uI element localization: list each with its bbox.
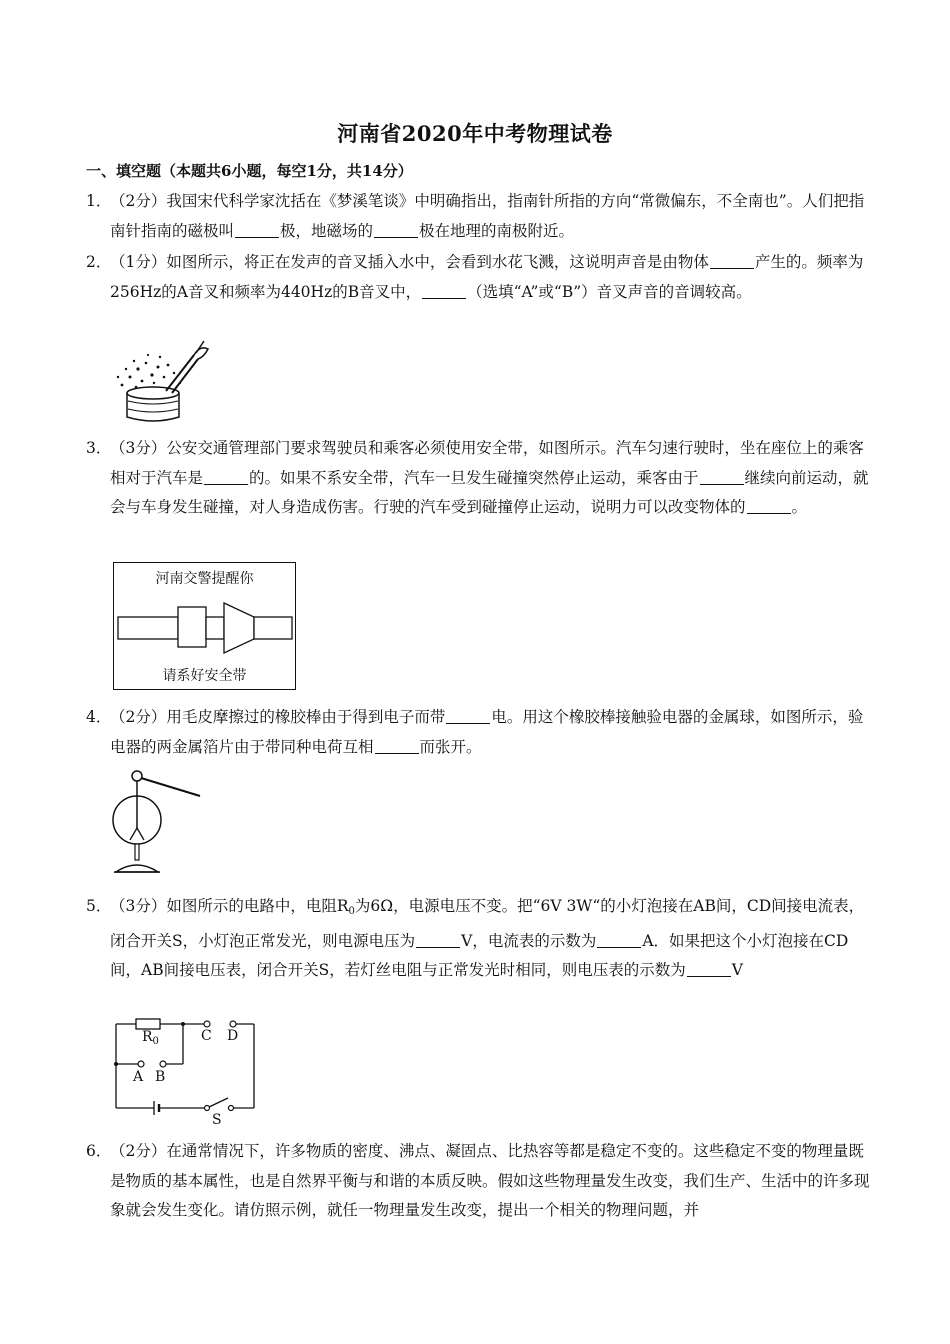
circuit-figure (108, 1012, 268, 1132)
answer-blank[interactable] (687, 960, 731, 977)
terminal-d-label: D (227, 1028, 239, 1044)
question-number: 5． (86, 897, 112, 915)
sign-bottom-text: 请系好安全带 (162, 668, 247, 684)
sign-top-text: 河南交警提醒你 (155, 571, 254, 587)
tuning-fork-water-figure (108, 337, 218, 427)
question-5 (86, 892, 878, 986)
answer-blank[interactable] (710, 252, 754, 269)
buckle-icon (114, 601, 294, 657)
electroscope-figure (108, 768, 208, 880)
answer-blank[interactable] (422, 282, 466, 299)
question-number: 2． (86, 253, 112, 271)
question-4 (86, 703, 878, 762)
question-number: 4． (86, 708, 112, 726)
question-text: （2分）用毛皮摩擦过的橡胶棒由于得到电子而带 电。用这个橡胶棒接触验电器的金属球，如图所示，验电器的两金属箔片由于带同种电荷互相 而张开。 (110, 708, 864, 756)
terminal-b-label: B (155, 1069, 166, 1085)
answer-blank[interactable] (374, 221, 418, 238)
question-number: 3． (86, 439, 112, 457)
question-text: （1分）如图所示，将正在发声的音叉插入水中，会看到水花飞溅，这说明声音是由物体 产生的。频率为256Hz的A音叉和频率为440Hz的B音叉中， （选填“A”或“B”）音叉声音的音调较高。 (110, 253, 864, 301)
resistor-label: $R_0$ (142, 1029, 159, 1047)
question-text: （3分）公安交通管理部门要求驾驶员和乘客必须使用安全带，如图所示。汽车匀速行驶时，坐在座位上的乘客相对于汽车是 的。如果不系安全带，汽车一旦发生碰撞突然停止运动，乘客由于 继续向前运动，就会与车身发生碰撞，对人身造成伤害。行驶的汽车受到碰撞停止运动，说明力可以改变物体的 。 (110, 439, 869, 516)
question-1 (86, 187, 878, 246)
question-number: 1． (86, 192, 112, 210)
answer-blank[interactable] (700, 468, 744, 485)
question-text: （2分）我国宋代科学家沈括在《梦溪笔谈》中明确指出，指南针所指的方向“常微偏东，不全南也”。人们把指南针指南的磁极叫 极，地磁场的 极在地理的南极附近。 (110, 192, 865, 240)
terminal-a-label: A (133, 1069, 144, 1085)
question-2 (86, 248, 878, 307)
question-number: 6． (86, 1142, 112, 1160)
seatbelt-sign-figure (113, 562, 296, 690)
answer-blank[interactable] (597, 931, 641, 948)
question-text: （3分）如图所示的电路中，电阻$R_0$为6Ω，电源电压不变。把“6V 3W“的小灯泡接在AB间，CD间接电流表，闭合开关S，小灯泡正常发光，则电源电压为 V，电流表的示数为 A．如果把这个小灯泡接在CD间，AB间接电压表，闭合开关S，若灯丝电阻与正常发光时相同，则电压表的示数为 V (110, 897, 865, 979)
answer-blank[interactable] (446, 707, 490, 724)
page-title: 河南省2020年中考物理试卷 (337, 121, 613, 146)
answer-blank[interactable] (204, 468, 248, 485)
question-6 (86, 1137, 878, 1226)
question-text: （2分）在通常情况下，许多物质的密度、沸点、凝固点、比热容等都是稳定不变的。这些稳定不变的物理量既是物质的基本属性，也是自然界平衡与和谐的本质反映。假如这些物理量发生改变，我们生产、生活中的许多现象就会发生变化。请仿照示例，就任一物理量发生改变，提出一个相关的物理问题，并 (110, 1142, 870, 1219)
answer-blank[interactable] (235, 221, 279, 238)
switch-s-label: S (212, 1112, 222, 1128)
question-3 (86, 434, 878, 523)
answer-blank[interactable] (375, 737, 419, 754)
section-heading: 一、填空题（本题共6小题，每空1分，共14分） (86, 162, 413, 180)
answer-blank[interactable] (747, 497, 791, 514)
terminal-c-label: C (201, 1028, 212, 1044)
answer-blank[interactable] (416, 931, 460, 948)
